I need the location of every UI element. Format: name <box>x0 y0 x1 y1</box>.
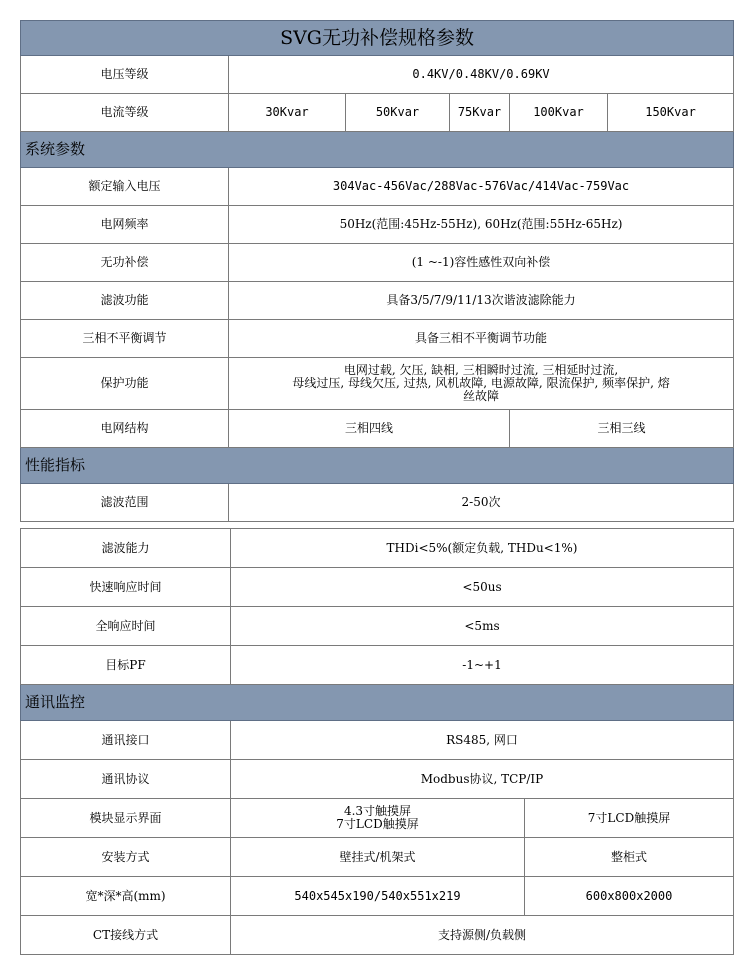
interface-label: 通讯接口 <box>21 721 231 760</box>
display-left-line-1: 4.3寸触摸屏 <box>343 804 412 818</box>
spec-table-upper <box>20 20 734 522</box>
filter-range-label: 滤波范围 <box>21 484 229 522</box>
ct-label: CT接线方式 <box>21 916 231 955</box>
page-title: SVG无功补偿规格参数 <box>21 21 734 56</box>
protection-label: 保护功能 <box>21 358 229 410</box>
section-performance: 性能指标 <box>21 448 734 484</box>
voltage-label: 电压等级 <box>21 56 229 94</box>
display-label: 模块显示界面 <box>21 799 231 838</box>
structure-four-wire: 三相四线 <box>229 410 510 448</box>
dimensions-right: 600x800x2000 <box>525 877 734 916</box>
rated-input-label: 额定输入电压 <box>21 168 229 206</box>
ct-value: 支持源侧/负载侧 <box>231 916 734 955</box>
structure-three-wire: 三相三线 <box>510 410 734 448</box>
reactive-value: (1 ~-1)容性感性双向补偿 <box>229 244 734 282</box>
protection-value <box>229 358 734 410</box>
current-30: 30Kvar <box>229 94 346 132</box>
spec-sheet <box>20 20 733 955</box>
section-system: 系统参数 <box>21 132 734 168</box>
full-response-label: 全响应时间 <box>21 607 231 646</box>
current-50: 50Kvar <box>346 94 450 132</box>
dimensions-label: 宽*深*高(mm) <box>21 877 231 916</box>
reactive-label: 无功补偿 <box>21 244 229 282</box>
spec-table-lower <box>20 528 734 955</box>
protocol-label: 通讯协议 <box>21 760 231 799</box>
current-label: 电流等级 <box>21 94 229 132</box>
protection-line-2: 母线过压, 母线欠压, 过热, 风机故障, 电源故障, 限流保护, 频率保护, 熔 <box>292 376 670 390</box>
display-left-line-2: 7寸LCD触摸屏 <box>336 817 419 831</box>
unbalance-label: 三相不平衡调节 <box>21 320 229 358</box>
filter-ability-value: THDi<5%(额定负载, THDu<1%) <box>231 529 734 568</box>
display-right: 7寸LCD触摸屏 <box>525 799 734 838</box>
filter-value: 具备3/5/7/9/11/13次谐波滤除能力 <box>229 282 734 320</box>
voltage-value: 0.4KV/0.48KV/0.69KV <box>229 56 734 94</box>
current-75: 75Kvar <box>450 94 510 132</box>
display-left <box>231 799 525 838</box>
grid-freq-value: 50Hz(范围:45Hz-55Hz), 60Hz(范围:55Hz-65Hz) <box>229 206 734 244</box>
dimensions-left: 540x545x190/540x551x219 <box>231 877 525 916</box>
install-right: 整柜式 <box>525 838 734 877</box>
structure-label: 电网结构 <box>21 410 229 448</box>
target-pf-label: 目标PF <box>21 646 231 685</box>
filter-range-value: 2-50次 <box>229 484 734 522</box>
unbalance-value: 具备三相不平衡调节功能 <box>229 320 734 358</box>
current-150: 150Kvar <box>608 94 734 132</box>
section-comm: 通讯监控 <box>21 685 734 721</box>
interface-value: RS485, 网口 <box>231 721 734 760</box>
rated-input-value: 304Vac-456Vac/288Vac-576Vac/414Vac-759Vac <box>229 168 734 206</box>
filter-ability-label: 滤波能力 <box>21 529 231 568</box>
protection-line-1: 电网过载, 欠压, 缺相, 三相瞬时过流, 三相延时过流, <box>343 363 619 377</box>
install-left: 壁挂式/机架式 <box>231 838 525 877</box>
filter-label: 滤波功能 <box>21 282 229 320</box>
grid-freq-label: 电网频率 <box>21 206 229 244</box>
protection-line-3: 丝故障 <box>463 389 500 403</box>
current-100: 100Kvar <box>510 94 608 132</box>
target-pf-value: -1~+1 <box>231 646 734 685</box>
protocol-value: Modbus协议, TCP/IP <box>231 760 734 799</box>
fast-response-value: <50us <box>231 568 734 607</box>
install-label: 安装方式 <box>21 838 231 877</box>
full-response-value: <5ms <box>231 607 734 646</box>
fast-response-label: 快速响应时间 <box>21 568 231 607</box>
